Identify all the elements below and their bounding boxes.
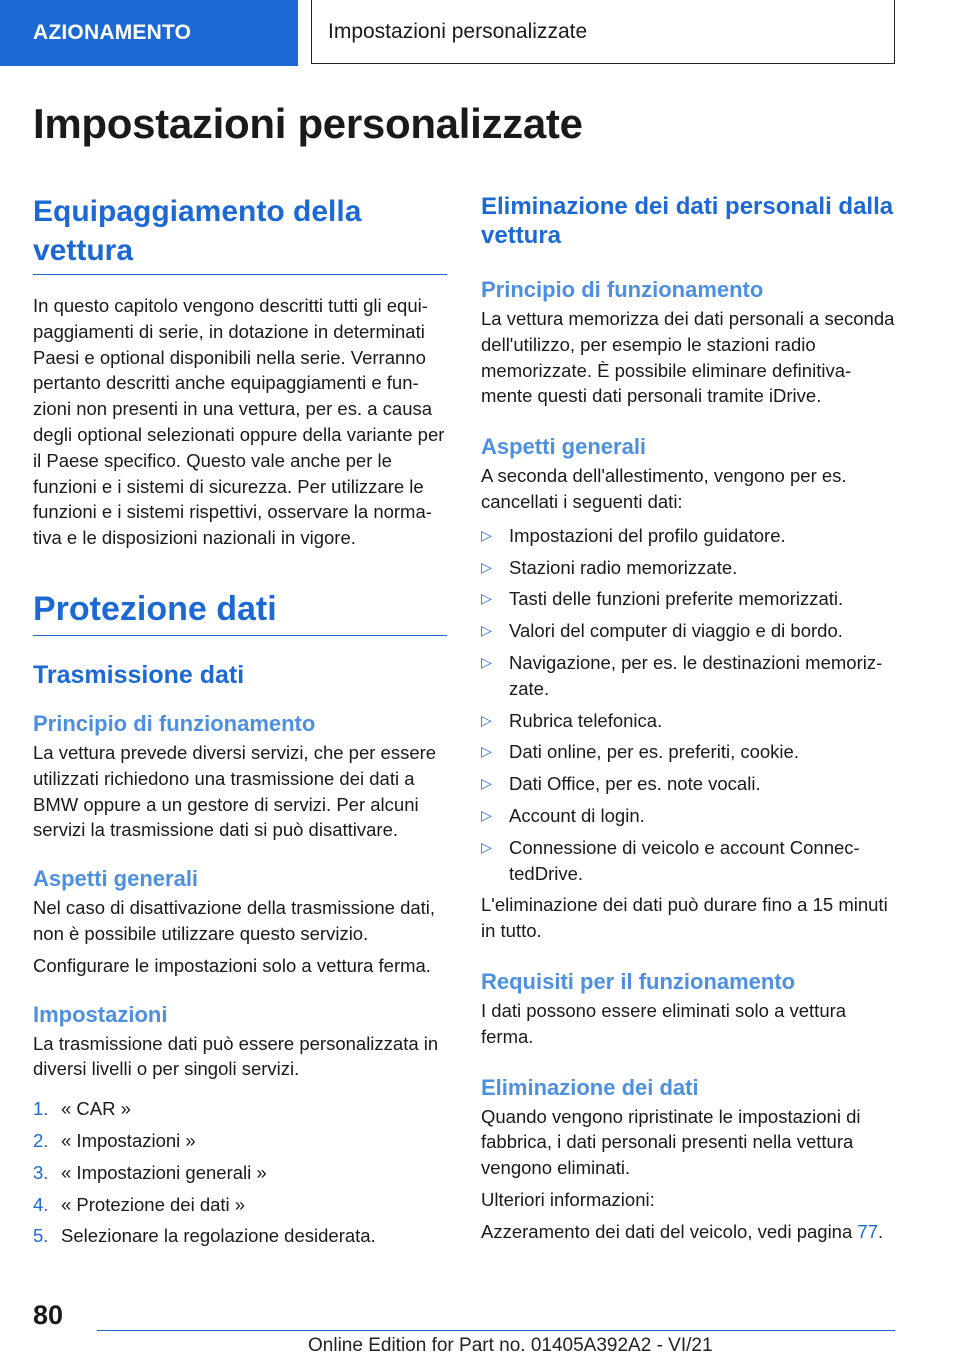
list-item (33, 1160, 447, 1186)
list-item-text: Account di login. (509, 804, 645, 826)
list-item (33, 1128, 447, 1154)
triangle-bullet-icon: ▷ (481, 590, 492, 607)
step-number: 3. (33, 1161, 49, 1183)
ulteriori-label: Ulteriori informazioni: (481, 1188, 655, 1210)
requisiti-heading: Requisiti per il funzionamento (481, 968, 796, 994)
aspetti-heading-right: Aspetti generali (481, 434, 647, 460)
triangle-bullet-icon: ▷ (481, 806, 492, 823)
list-item-text: Tasti delle funzioni preferite memorizzati. (509, 588, 844, 610)
impostazioni-heading: Impostazioni (33, 1001, 168, 1027)
equip-heading: Equipaggiamento della vettura (33, 195, 362, 267)
step-number: 2. (33, 1129, 49, 1151)
header-section-tab: AZIONAMENTO (0, 0, 298, 66)
data-list (481, 523, 895, 887)
trasmissione-heading: Trasmissione dati (33, 660, 245, 689)
triangle-bullet-icon: ▷ (481, 526, 492, 543)
list-item (481, 618, 895, 644)
list-item-text: Dati online, per es. preferiti, cookie. (509, 741, 799, 763)
elimdati-paragraph: Quando vengono ripristinate le impostazioni di fabbrica, i dati personali presenti nella vettura vengono eliminati. (481, 1105, 861, 1179)
list-item (33, 1192, 447, 1218)
list-item-text: Connessione di veicolo e account ConnectedDrive. (509, 836, 860, 884)
list-item (481, 739, 895, 765)
triangle-bullet-icon: ▷ (481, 838, 492, 855)
list-item-text: Stazioni radio memorizzate. (509, 556, 738, 578)
list-item (481, 771, 895, 797)
list-item (33, 1223, 447, 1249)
list-item (481, 555, 895, 581)
durata-paragraph: L'eliminazione dei dati può durare fino a 15 minuti in tutto. (481, 894, 888, 942)
reference-text: Azzeramento dei dati del veicolo, vedi pagina (481, 1220, 858, 1242)
reference-paragraph (481, 1219, 895, 1245)
elimdati-heading: Eliminazione dei dati (481, 1074, 699, 1100)
impostazioni-paragraph: La trasmissione dati può essere personalizzata in diversi livelli o per singoli servizi. (33, 1032, 439, 1080)
aspetti-heading-left: Aspetti generali (33, 866, 199, 892)
step-number: 5. (33, 1225, 49, 1247)
triangle-bullet-icon: ▷ (481, 711, 492, 728)
triangle-bullet-icon: ▷ (481, 775, 492, 792)
list-item-text: Navigazione, per es. le destinazioni memorizzate. (509, 651, 883, 699)
equip-heading-block (33, 192, 447, 275)
step-text: Selezionare la regolazione desiderata. (61, 1225, 376, 1247)
equip-paragraph: In questo capitolo vengono descritti tutti gli equipaggiamenti di serie, in dotazione in determinati Paesi e optional disponibili nella serie. Verranno pertanto descritti anche equipaggiamenti e funzioni non presenti in una vettura, per es. a causa degli optional selezionati oppure della variante per il Paese specifico. Questo vale anche per le funzioni e i sistemi di sicurezza. Per utilizzare le funzioni e i sistemi rispettivi, osservare la normativa e le disposizioni nazionali in vigore. (33, 295, 445, 549)
list-item (481, 835, 895, 887)
aspetti-paragraph-right: A seconda dell'allestimento, vengono per es. cancellati i seguenti dati: (481, 465, 847, 512)
page-title: Impostazioni personalizzate (33, 100, 583, 147)
footer-edition: Online Edition for Part no. 01405A392A2 - VI/21 (308, 1335, 713, 1356)
right-column (481, 192, 895, 1245)
protezione-heading: Protezione dati (33, 589, 277, 628)
left-column (33, 192, 447, 1249)
step-text: « Protezione dei dati » (61, 1193, 246, 1215)
principio-paragraph-left: La vettura prevede diversi servizi, che per essere utilizzati richiedono una trasmissione dei dati a BMW oppure a un gestore di servizi. Per alcuni servizi la trasmissione dati si può disattivare. (33, 741, 437, 841)
triangle-bullet-icon: ▷ (481, 743, 492, 760)
page-link[interactable]: 77 (857, 1220, 878, 1242)
aspetti-paragraph-left-1: Nel caso di disattivazione della trasmissione dati, non è possibile utilizzare questo servizio. (33, 897, 436, 944)
triangle-bullet-icon: ▷ (481, 653, 492, 670)
triangle-bullet-icon: ▷ (481, 622, 492, 639)
requisiti-paragraph: I dati possono essere eliminati solo a vettura ferma. (481, 999, 847, 1047)
step-text: « Impostazioni generali » (61, 1161, 267, 1183)
list-item (481, 708, 895, 734)
step-number: 1. (33, 1098, 49, 1120)
page-number: 80 (33, 1300, 64, 1330)
list-item (481, 586, 895, 612)
step-text: « CAR » (61, 1098, 131, 1120)
elim-heading: Eliminazione dei dati personali dalla vettura (481, 193, 894, 249)
aspetti-paragraph-left-2: Configurare le impostazioni solo a vettura ferma. (33, 954, 431, 976)
triangle-bullet-icon: ▷ (481, 558, 492, 575)
protezione-heading-block (33, 587, 447, 636)
principio-paragraph-right: La vettura memorizza dei dati personali a seconda dell'utilizzo, per esempio le stazioni radio memorizzate. È possibile eliminare definitivamente questi dati personali tramite iDrive. (481, 308, 895, 407)
principio-heading-right: Principio di funzionamento (481, 277, 764, 302)
list-item-text: Impostazioni del profilo guidatore. (509, 524, 786, 546)
list-item (481, 803, 895, 829)
list-item-text: Valori del computer di viaggio e di bordo. (509, 620, 843, 642)
footer-divider (97, 1330, 895, 1331)
list-item (481, 523, 895, 549)
step-number: 4. (33, 1193, 49, 1215)
list-item (481, 650, 895, 702)
header-topic: Impostazioni personalizzate (311, 0, 895, 64)
step-text: « Impostazioni » (61, 1129, 196, 1151)
steps-list (33, 1096, 447, 1249)
list-item-text: Rubrica telefonica. (509, 709, 663, 731)
principio-heading-left: Principio di funzionamento (33, 710, 316, 736)
list-item-text: Dati Office, per es. note vocali. (509, 773, 761, 795)
reference-end: . (877, 1220, 884, 1242)
list-item (33, 1096, 447, 1122)
